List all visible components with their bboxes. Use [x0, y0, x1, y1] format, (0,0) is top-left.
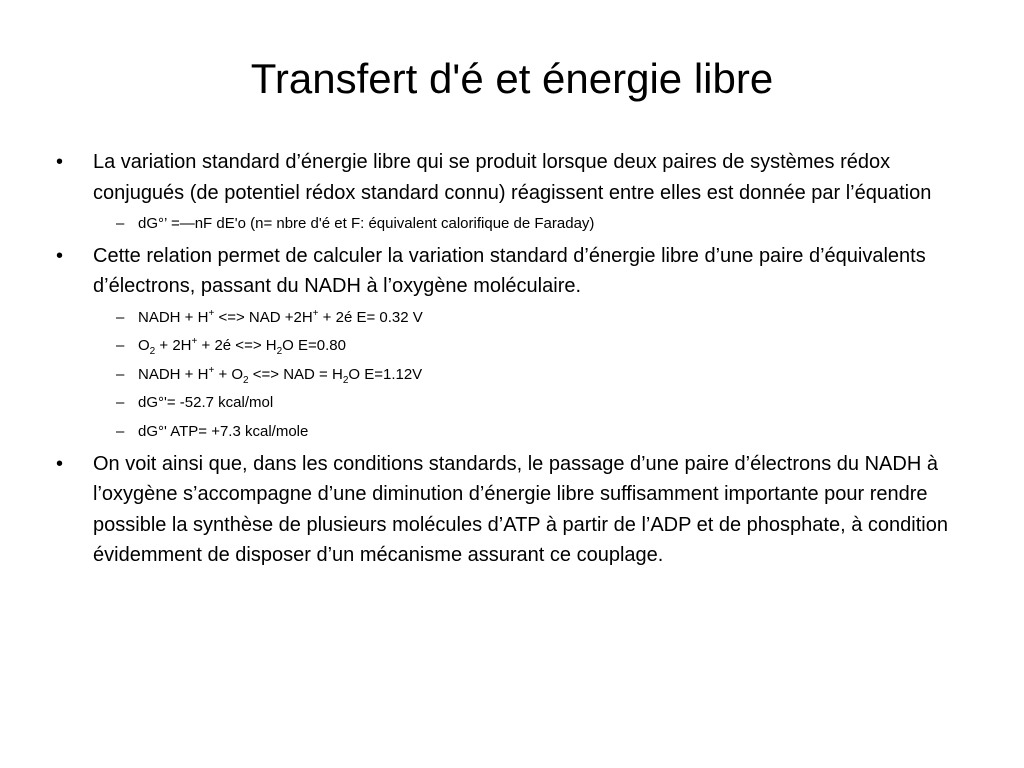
bullet-text: On voit ainsi que, dans les conditions standards, le passage d’une paire d’électrons du NADH à l’oxygène s’accompagne d’une diminution d’énergie libre suffisamment importante pour rendre possible la synthèse de plusieurs molécules d’ATP à partir de l’ADP et de phosphate, à condition évidemment de disposer d’un mécanisme assurant ce couplage. — [93, 452, 948, 567]
superscript: + — [191, 336, 198, 348]
subscript: 2 — [276, 346, 283, 358]
slide-content — [56, 147, 966, 573]
sub-marker: – — [116, 394, 125, 412]
subscript: 2 — [342, 374, 349, 386]
sub-marker: – — [116, 365, 125, 383]
bullet-marker: • — [56, 244, 64, 267]
sub-item — [56, 304, 966, 333]
sub-item — [56, 361, 966, 390]
sub-text: <=> NAD +2H — [214, 308, 313, 326]
bullet-item — [56, 449, 966, 571]
sub-marker: – — [116, 215, 125, 232]
sub-item — [56, 332, 966, 361]
sub-text: dG°'= -52.7 kcal/mol — [138, 394, 274, 412]
superscript: + — [208, 364, 215, 376]
subscript: 2 — [243, 374, 249, 386]
superscript: + — [312, 307, 319, 319]
bullet-text: La variation standard d’énergie libre qui se produit lorsque deux paires de systèmes rédox conjugués (de potentiel rédox standard connu) réagissent entre elles est donnée par l’équation — [93, 151, 932, 204]
bullet-marker: • — [56, 151, 64, 173]
bullet-item — [56, 241, 966, 302]
superscript: + — [208, 307, 215, 319]
sub-text: <=> NAD = H — [248, 365, 343, 383]
sub-text: + 2H — [155, 337, 192, 355]
sub-text: + O — [214, 365, 244, 383]
sub-text: NADH + H — [138, 365, 209, 383]
sub-text: dG°' ATP= +7.3 kcal/mole — [138, 422, 309, 440]
sub-list — [56, 210, 966, 239]
sub-text: NADH + H — [138, 308, 209, 326]
bullet-text: Cette relation permet de calculer la variation standard d’énergie libre d’une paire d’équivalents d’électrons, passant du NADH à l’oxygène moléculaire. — [93, 244, 926, 298]
sub-text: O E=0.80 — [282, 337, 346, 355]
sub-list — [56, 304, 966, 447]
bullet-marker: • — [56, 452, 64, 475]
sub-marker: – — [116, 422, 125, 440]
sub-item — [56, 210, 966, 239]
sub-item — [56, 389, 966, 418]
sub-marker: – — [116, 308, 125, 326]
slide-title: Transfert d'é et énergie libre — [250, 55, 774, 102]
sub-text: O E=1.12V — [348, 365, 423, 383]
bullet-item — [56, 147, 966, 208]
sub-text: O — [138, 337, 150, 355]
subscript: 2 — [149, 346, 156, 358]
sub-marker: – — [116, 337, 125, 355]
sub-text: + 2é E= 0.32 V — [318, 308, 423, 326]
sub-text: + 2é <=> H — [197, 337, 277, 355]
sub-text: dG°’ =—nF dE'o (n= nbre d'é et F: équivalent calorifique de Faraday) — [138, 215, 595, 232]
sub-item — [56, 418, 966, 447]
